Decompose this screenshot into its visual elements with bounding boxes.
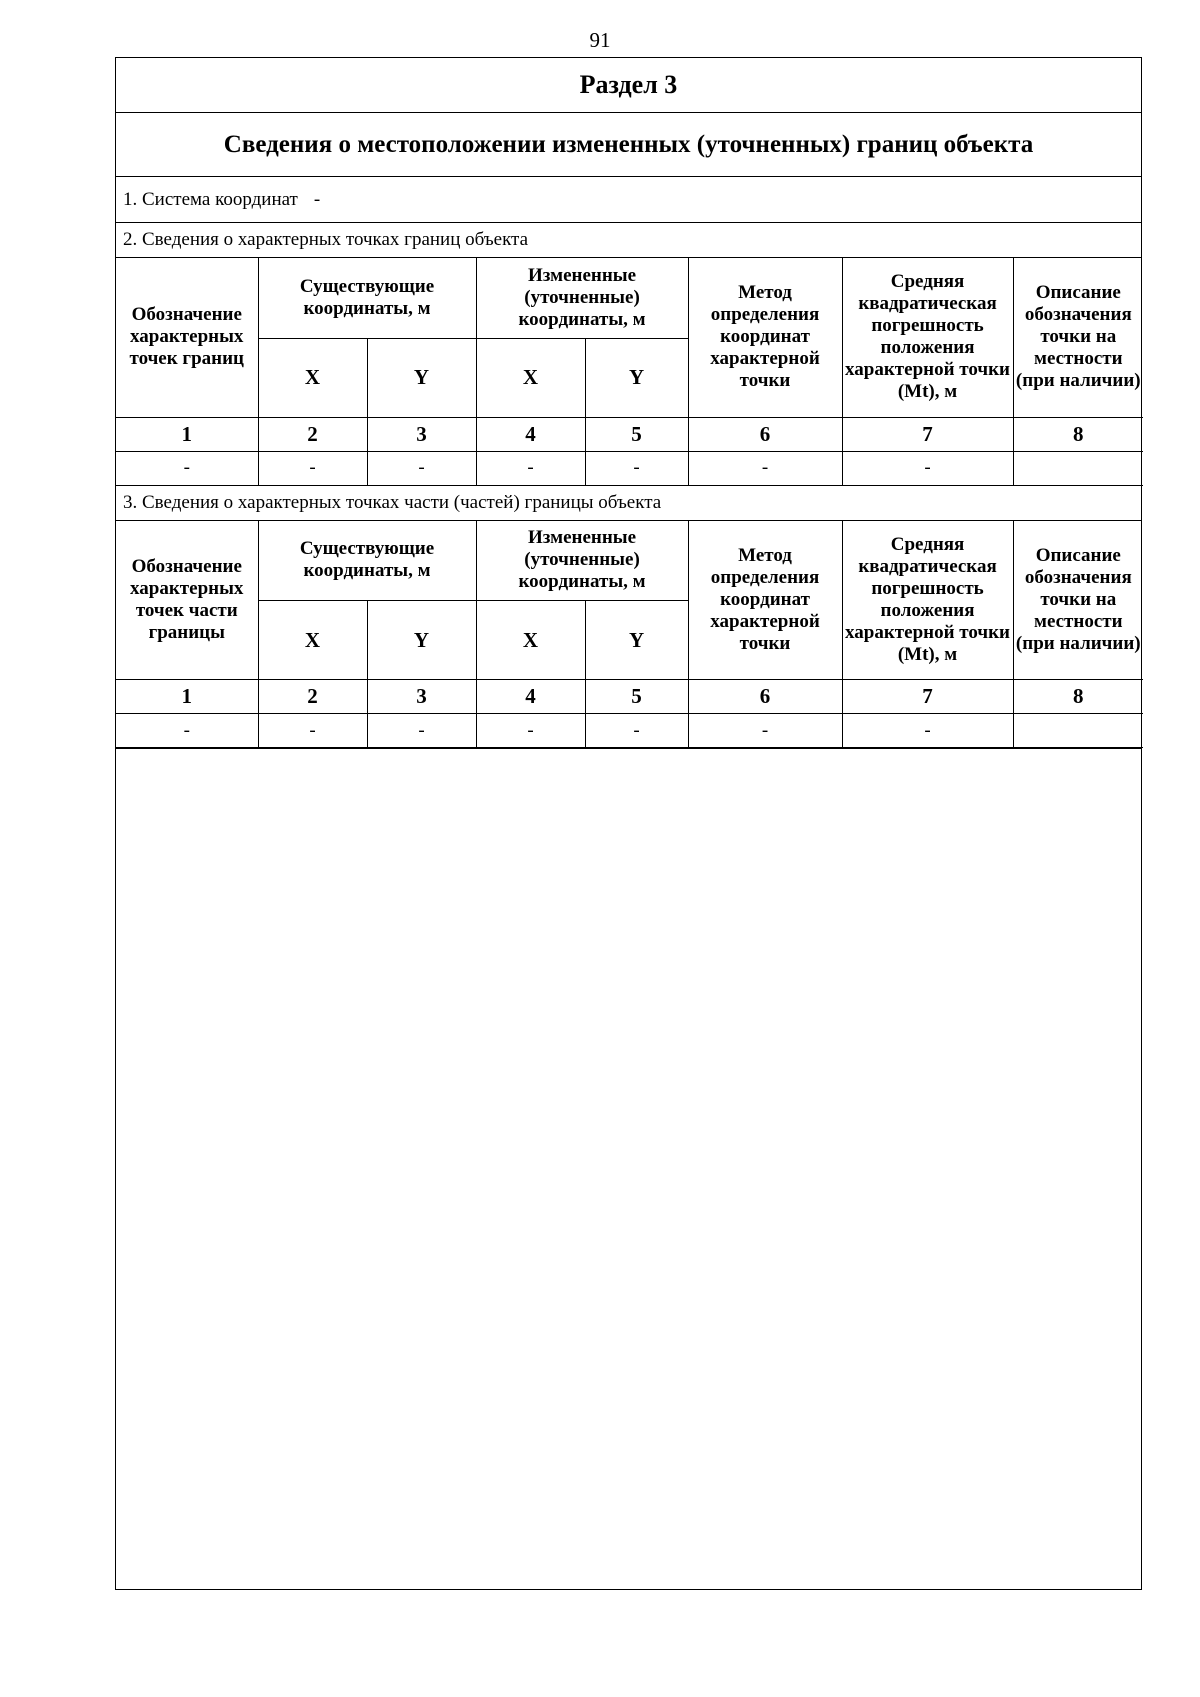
col-description: Описание обозначения точки на местности (при наличии): [1013, 521, 1143, 680]
table-cell: -: [842, 451, 1013, 485]
section-title: Раздел 3: [116, 58, 1141, 113]
col-changed-y: Y: [585, 601, 688, 680]
column-numbers-row: [116, 417, 1143, 451]
section-subtitle: Сведения о местоположении измененных (уточненных) границ объекта: [116, 113, 1141, 177]
col-error: Средняя квадратическая погрешность положения характерной точки (Mt), м: [842, 521, 1013, 680]
col-description: Описание обозначения точки на местности (при наличии): [1013, 258, 1143, 417]
col-existing-x: X: [258, 601, 367, 680]
column-number: 2: [258, 417, 367, 451]
col-existing-x: X: [258, 338, 367, 417]
col-existing-coords: Существующие координаты, м: [258, 258, 476, 338]
table-cell: -: [476, 451, 585, 485]
table-cell: -: [476, 714, 585, 748]
column-number: 3: [367, 680, 476, 714]
column-number: 4: [476, 680, 585, 714]
col-error: Средняя квадратическая погрешность положения характерной точки (Mt), м: [842, 258, 1013, 417]
column-numbers-row: [116, 680, 1143, 714]
table-row: [116, 714, 1143, 748]
column-number: 5: [585, 680, 688, 714]
col-designation: Обозначение характерных точек части границы: [116, 521, 258, 680]
col-changed-x: X: [476, 338, 585, 417]
table-cell: -: [367, 451, 476, 485]
column-number: 7: [842, 417, 1013, 451]
table-cell: [1013, 714, 1143, 748]
col-method: Метод определения координат характерной точки: [688, 521, 842, 680]
col-existing-coords: Существующие координаты, м: [258, 521, 476, 601]
coordinate-system-row: [116, 177, 1141, 223]
coordinate-system-value: -: [313, 188, 321, 210]
column-number: 2: [258, 680, 367, 714]
table-cell: -: [585, 451, 688, 485]
table-cell: -: [116, 451, 258, 485]
col-changed-y: Y: [585, 338, 688, 417]
column-number: 1: [116, 680, 258, 714]
col-existing-y: Y: [367, 601, 476, 680]
part-points-table: [116, 521, 1143, 749]
column-number: 8: [1013, 417, 1143, 451]
table-bottom-rule: [116, 748, 1141, 749]
column-number: 8: [1013, 680, 1143, 714]
table-cell: -: [258, 714, 367, 748]
table-cell: -: [585, 714, 688, 748]
table-heading-points: 2. Сведения о характерных точках границ объекта: [116, 223, 1141, 258]
section-frame: [115, 57, 1142, 1590]
table-cell: -: [116, 714, 258, 748]
col-designation: Обозначение характерных точек границ: [116, 258, 258, 417]
col-changed-x: X: [476, 601, 585, 680]
table-cell: [1013, 451, 1143, 485]
table-cell: -: [688, 451, 842, 485]
column-number: 5: [585, 417, 688, 451]
column-number: 1: [116, 417, 258, 451]
column-number: 6: [688, 417, 842, 451]
col-existing-y: Y: [367, 338, 476, 417]
column-number: 3: [367, 417, 476, 451]
table-cell: -: [842, 714, 1013, 748]
table-row: [116, 451, 1143, 485]
col-changed-coords: Измененные (уточненные) координаты, м: [476, 521, 688, 601]
table-cell: -: [367, 714, 476, 748]
table-heading-part-points: 3. Сведения о характерных точках части (частей) границы объекта: [116, 486, 1141, 521]
table-cell: -: [258, 451, 367, 485]
col-changed-coords: Измененные (уточненные) координаты, м: [476, 258, 688, 338]
points-table: [116, 258, 1143, 486]
column-number: 7: [842, 680, 1013, 714]
table-cell: -: [688, 714, 842, 748]
page-number: 91: [589, 28, 611, 52]
col-method: Метод определения координат характерной точки: [688, 258, 842, 417]
column-number: 6: [688, 680, 842, 714]
coordinate-system-label: 1. Система координат: [123, 188, 298, 210]
column-number: 4: [476, 417, 585, 451]
